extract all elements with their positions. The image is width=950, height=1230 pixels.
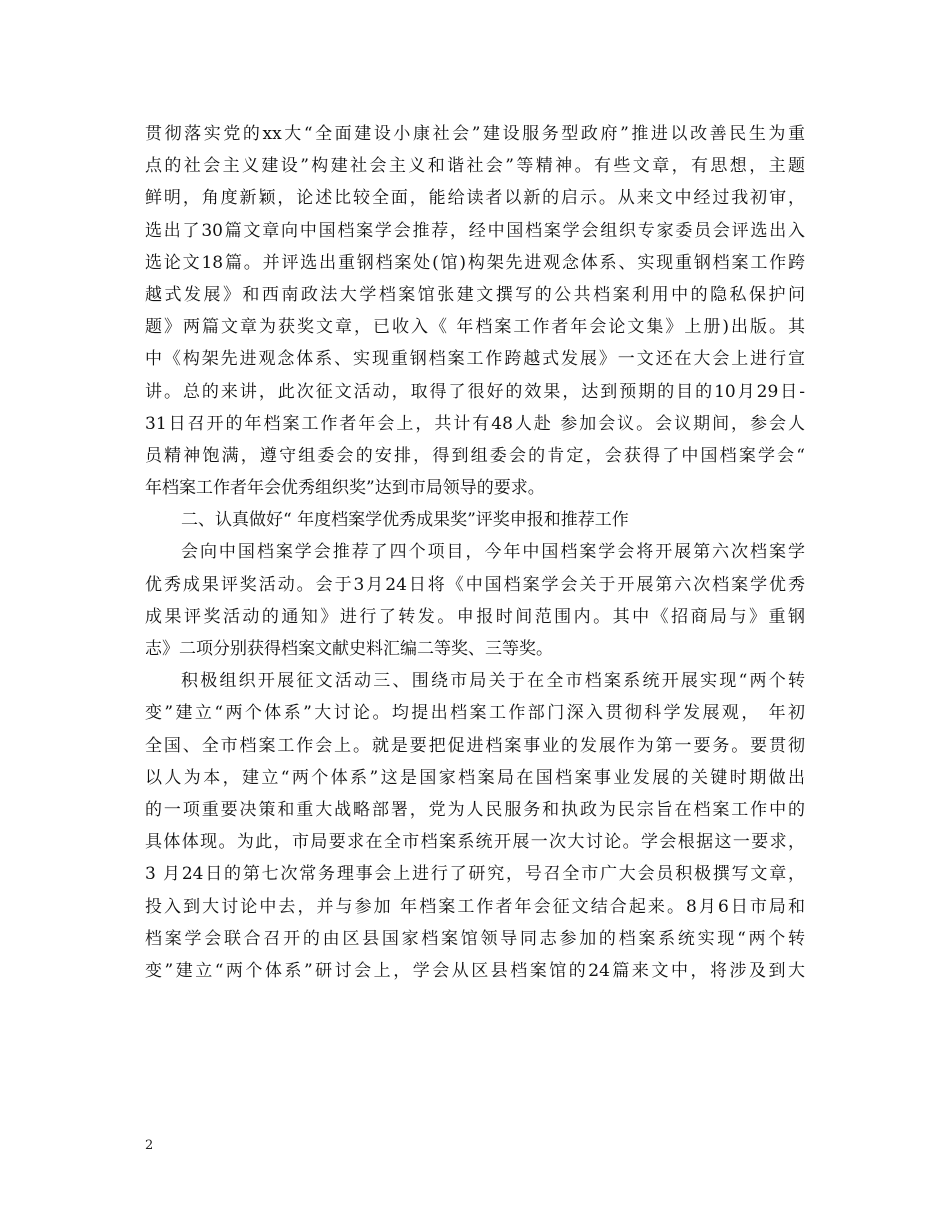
text-line: 3 月24日的第七次常务理事会上进行了研究，号召全市广大会员积极撰写文章， xyxy=(145,864,805,885)
text-line: 二、认真做好“ 年度档案学优秀成果奖”评奖申报和推荐工作 xyxy=(181,510,629,531)
text-line: 31日召开的年档案工作者年会上，共计有48人赴 参加会议。会议期间，参会人 xyxy=(145,413,805,434)
text-line: 越式发展》和西南政法大学档案馆张建文撰写的公共档案利用中的隐私保护问 xyxy=(145,284,805,305)
text-line: 成果评奖活动的通知》进行了转发。申报时间范围内。其中《招商局与》重钢 xyxy=(145,606,805,627)
text-line: 优秀成果评奖活动。会于3月24日将《中国档案学会关于开展第六次档案学优秀 xyxy=(145,574,805,595)
text-line: 选出了30篇文章向中国档案学会推荐，经中国档案学会组织专家委员会评选出入 xyxy=(145,220,805,241)
text-line: 的一项重要决策和重大战略部署，党为人民服务和执政为民宗旨在档案工作中的 xyxy=(145,799,805,820)
text-line: 讲。总的来讲，此次征文活动，取得了很好的效果，达到预期的目的10月29日- xyxy=(145,381,805,402)
text-line: 档案学会联合召开的由区县国家档案馆领导同志参加的档案系统实现“两个转 xyxy=(145,928,805,949)
text-line: 会向中国档案学会推荐了四个项目，今年中国档案学会将开展第六次档案学 xyxy=(181,542,805,563)
text-line: 年档案工作者年会优秀组织奖”达到市局领导的要求。 xyxy=(145,478,545,499)
text-line: 鲜明，角度新颖，论述比较全面，能给读者以新的启示。从来文中经过我初审， xyxy=(145,188,805,209)
text-line: 变”建立“两个体系”大讨论。均提出档案工作部门深入贯彻科学发展观， 年初 xyxy=(145,703,805,724)
text-line: 投入到大讨论中去，并与参加 年档案工作者年会征文结合起来。8月6日市局和 xyxy=(145,896,805,917)
text-line: 积极组织开展征文活动三、围绕市局关于在全市档案系统开展实现“两个转 xyxy=(181,671,805,692)
text-line: 中《构架先进观念体系、实现重钢档案工作跨越式发展》一文还在大会上进行宣 xyxy=(145,349,805,370)
text-line: 贯彻落实党的xx大“全面建设小康社会”建设服务型政府”推进以改善民生为重 xyxy=(145,124,805,144)
text-line: 变”建立“两个体系”研讨会上，学会从区县档案馆的24篇来文中，将涉及到大 xyxy=(145,960,805,981)
text-line: 全国、全市档案工作会上。就是要把促进档案事业的发展作为第一要务。要贯彻 xyxy=(145,735,805,756)
text-line: 志》二项分别获得档案文献史料汇编二等奖、三等奖。 xyxy=(145,639,553,659)
text-line: 题》两篇文章为获奖文章，已收入《 年档案工作者年会论文集》上册)出版。其 xyxy=(145,317,805,338)
text-line: 员精神饱满，遵守组委会的安排，得到组委会的肯定，会获得了中国档案学会“ xyxy=(145,445,805,466)
text-line: 选论文18篇。并评选出重钢档案处(馆)构架先进观念体系、实现重钢档案工作跨 xyxy=(145,252,805,273)
page-number: 2 xyxy=(145,1138,154,1153)
body-text xyxy=(145,118,805,987)
text-line: 点的社会主义建设”构建社会主义和谐社会”等精神。有些文章，有思想，主题 xyxy=(145,156,805,177)
text-line: 以人为本，建立“两个体系”这是国家档案局在国档案事业发展的关键时期做出 xyxy=(145,767,805,788)
text-line: 具体体现。为此，市局要求在全市档案系统开展一次大讨论。学会根据这一要求， xyxy=(145,832,805,853)
